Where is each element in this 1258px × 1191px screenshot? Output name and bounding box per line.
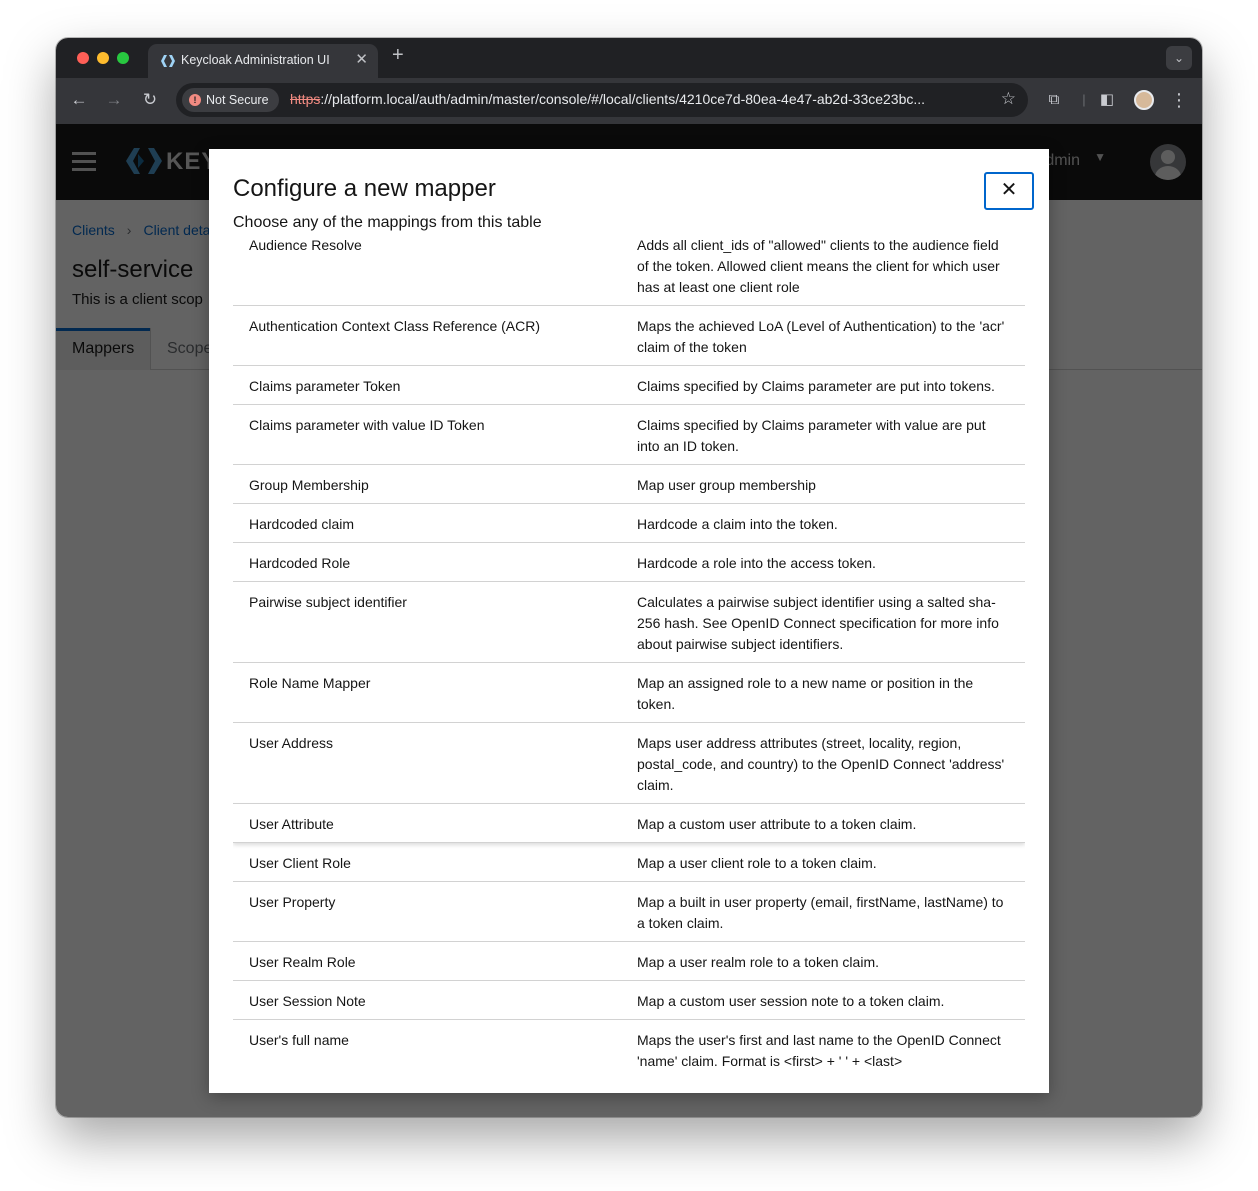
url-text[interactable]	[290, 91, 925, 107]
warning-icon: !	[189, 94, 201, 106]
mapper-description: Map a user client role to a token claim.	[637, 855, 877, 871]
extensions-puzzle-icon[interactable]: ⧉	[1048, 91, 1060, 108]
table-row[interactable]	[233, 1020, 1025, 1069]
mapper-description: Claims specified by Claims parameter with value are put into an ID token.	[637, 417, 986, 454]
mapper-description: Maps the user's first and last name to the OpenID Connect 'name' claim. Format is <first> + ' ' + <last>	[637, 1032, 1001, 1069]
close-icon[interactable]: ✕	[984, 172, 1034, 210]
mapper-description: Map a custom user session note to a token claim.	[637, 993, 945, 1009]
mapper-description: Maps user address attributes (street, locality, region, postal_code, and country) to the OpenID Connect 'address' claim.	[637, 735, 1005, 793]
mapper-name: User Client Role	[249, 855, 351, 871]
side-panel-icon[interactable]: ◧	[1099, 91, 1115, 108]
table-row[interactable]	[233, 366, 1025, 405]
table-row[interactable]	[233, 942, 1025, 981]
mapper-name: Pairwise subject identifier	[249, 594, 407, 610]
mapper-name: Group Membership	[249, 477, 369, 493]
tab-search-chevron-icon[interactable]: ⌄	[1166, 46, 1192, 70]
mapper-name: Role Name Mapper	[249, 675, 371, 691]
table-row[interactable]	[233, 306, 1025, 366]
browser-tab-active[interactable]	[148, 44, 378, 78]
reload-icon[interactable]: ↻	[142, 90, 158, 109]
browser-toolbar	[56, 78, 1202, 124]
close-window-button[interactable]	[77, 52, 89, 64]
table-row[interactable]	[233, 663, 1025, 723]
table-row[interactable]	[233, 582, 1025, 663]
mapper-description: Map user group membership	[637, 477, 816, 493]
configure-mapper-modal	[209, 149, 1049, 1093]
url-path: ://platform.local/auth/admin/master/console/#/local/clients/4210ce7d-80ea-4e47-ab2d-33ce23bc...	[320, 91, 926, 107]
mapper-name: Hardcoded Role	[249, 555, 351, 571]
mapper-description: Map a custom user attribute to a token claim.	[637, 816, 917, 832]
table-row[interactable]	[233, 981, 1025, 1020]
modal-title: Configure a new mapper	[233, 175, 496, 202]
mapper-name: User Realm Role	[249, 954, 356, 970]
tab-close-icon[interactable]: ✕	[355, 51, 368, 68]
mapper-name: User's full name	[249, 1032, 349, 1048]
table-row[interactable]	[233, 504, 1025, 543]
mapper-name: Authentication Context Class Reference (ACR)	[249, 318, 541, 334]
tab-title: Keycloak Administration UI	[181, 53, 330, 67]
mapper-description: Hardcode a role into the access token.	[637, 555, 876, 571]
bookmark-star-icon[interactable]: ☆	[1000, 89, 1016, 108]
mapper-description: Calculates a pairwise subject identifier using a salted sha-256 hash. See OpenID Connect specification for more info about pairwise subject identifiers.	[637, 594, 999, 652]
table-row[interactable]	[233, 843, 1025, 882]
zoom-window-button[interactable]	[117, 52, 129, 64]
mapper-name: Claims parameter with value ID Token	[249, 417, 485, 433]
modal-subtitle: Choose any of the mappings from this table	[233, 214, 542, 231]
forward-arrow-icon[interactable]: →	[105, 90, 123, 109]
mapper-name: Hardcoded claim	[249, 516, 355, 532]
new-tab-button[interactable]: +	[392, 44, 404, 66]
mapper-table	[233, 235, 1025, 1069]
mapper-name: User Address	[249, 735, 334, 751]
mapper-description: Map a built in user property (email, firstName, lastName) to a token claim.	[637, 894, 1004, 931]
table-row[interactable]	[233, 235, 1025, 306]
table-row-hovered[interactable]	[233, 804, 1025, 843]
browser-window	[56, 38, 1202, 1117]
mapper-name: User Property	[249, 894, 336, 910]
table-row[interactable]	[233, 465, 1025, 504]
tab-strip	[56, 38, 1202, 78]
address-bar[interactable]	[176, 83, 1028, 117]
security-chip[interactable]	[182, 88, 279, 112]
back-arrow-icon[interactable]: ←	[70, 90, 88, 109]
minimize-window-button[interactable]	[97, 52, 109, 64]
mapper-name: User Session Note	[249, 993, 366, 1009]
mapper-description: Map an assigned role to a new name or position in the token.	[637, 675, 974, 712]
mapper-name: Audience Resolve	[249, 237, 362, 253]
toolbar-divider: |	[1082, 92, 1086, 107]
table-row[interactable]	[233, 405, 1025, 465]
mapper-description: Hardcode a claim into the token.	[637, 516, 838, 532]
table-row[interactable]	[233, 723, 1025, 804]
mapper-description: Claims specified by Claims parameter are put into tokens.	[637, 378, 995, 394]
security-label: Not Secure	[206, 93, 269, 107]
url-scheme: https	[290, 91, 321, 107]
mapper-description: Maps the achieved LoA (Level of Authentication) to the 'acr' claim of the token	[637, 318, 1005, 355]
mapper-name: User Attribute	[249, 816, 334, 832]
table-row[interactable]	[233, 543, 1025, 582]
keycloak-favicon-icon	[160, 54, 176, 68]
profile-avatar-icon[interactable]	[1134, 90, 1154, 110]
mapper-name: Claims parameter Token	[249, 378, 401, 394]
mapper-description: Adds all client_ids of "allowed" clients to the audience field of the token. Allowed client means the client for which user has at least one client role	[637, 237, 1000, 295]
mapper-description: Map a user realm role to a token claim.	[637, 954, 879, 970]
table-row[interactable]	[233, 882, 1025, 942]
more-menu-icon[interactable]: ⋮	[1170, 90, 1188, 110]
